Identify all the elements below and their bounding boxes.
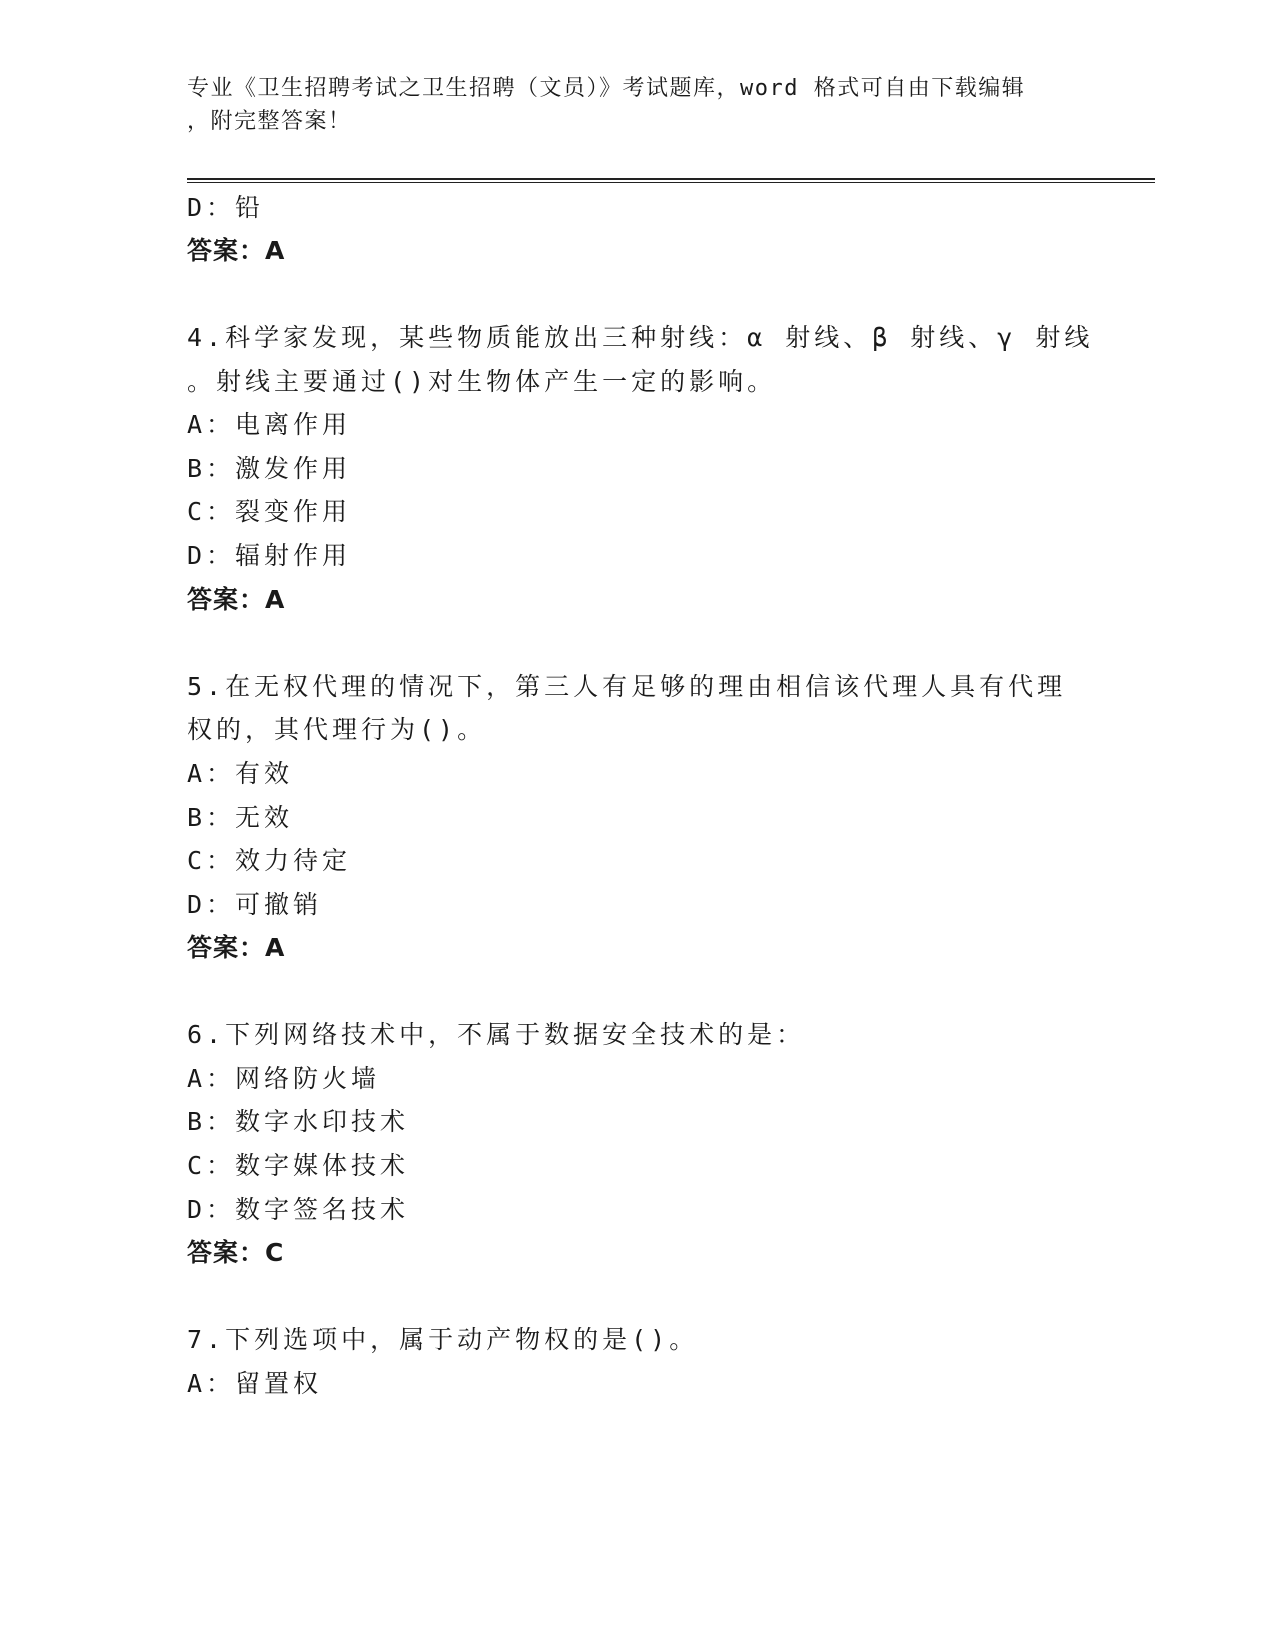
header-divider bbox=[187, 178, 1155, 183]
question-5-line-2: 权的，其代理行为()。 bbox=[187, 715, 487, 744]
option-a-q5: A：有效 bbox=[187, 759, 294, 788]
option-c-q6: C：数字媒体技术 bbox=[187, 1151, 410, 1180]
option-c-q5: C：效力待定 bbox=[187, 846, 352, 875]
option-b-q6: B：数字水印技术 bbox=[187, 1107, 410, 1136]
option-d-q5: D：可撤销 bbox=[187, 890, 323, 919]
option-d-q3: D：铅 bbox=[187, 193, 265, 222]
document-header bbox=[187, 72, 1087, 138]
option-b-q5: B：无效 bbox=[187, 803, 294, 832]
option-a-q6: A：网络防火墙 bbox=[187, 1064, 381, 1093]
answer-q6: 答案：C bbox=[187, 1238, 285, 1267]
header-line-2: ，附完整答案！ bbox=[187, 109, 352, 134]
option-a-q4: A：电离作用 bbox=[187, 410, 352, 439]
option-d-q6: D：数字签名技术 bbox=[187, 1195, 410, 1224]
option-a-q7: A：留置权 bbox=[187, 1369, 323, 1398]
question-7-line-1: 7.下列选项中，属于动产物权的是()。 bbox=[187, 1325, 699, 1354]
option-b-q4: B：激发作用 bbox=[187, 454, 352, 483]
question-5-line-1: 5.在无权代理的情况下，第三人有足够的理由相信该代理人具有代理 bbox=[187, 672, 1067, 701]
question-4-line-1: 4.科学家发现，某些物质能放出三种射线：α 射线、β 射线、γ 射线 bbox=[187, 323, 1094, 352]
question-4-line-2: 。射线主要通过()对生物体产生一定的影响。 bbox=[187, 367, 777, 396]
answer-q4: 答案：A bbox=[187, 585, 286, 614]
option-c-q4: C：裂变作用 bbox=[187, 497, 352, 526]
header-line-1: 专业《卫生招聘考试之卫生招聘（文员）》考试题库，word 格式可自由下载编辑 bbox=[187, 76, 1026, 101]
question-6-line-1: 6.下列网络技术中，不属于数据安全技术的是： bbox=[187, 1020, 806, 1049]
answer-q3: 答案：A bbox=[187, 236, 286, 265]
option-d-q4: D：辐射作用 bbox=[187, 541, 352, 570]
answer-q5: 答案：A bbox=[187, 933, 286, 962]
